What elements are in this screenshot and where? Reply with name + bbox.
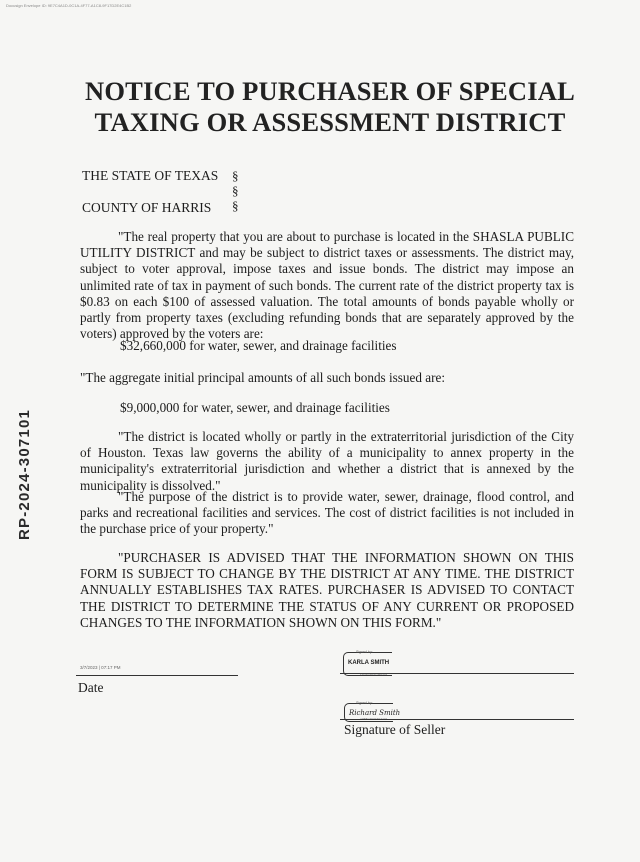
issued-bond-amount: $9,000,000 for water, sewer, and drainage facilities: [120, 400, 390, 415]
section-symbol: §: [232, 183, 239, 198]
authorized-bond-amount: $32,660,000 for water, sewer, and drainage facilities: [120, 338, 397, 353]
recording-number-stamp: RP-2024-307101: [16, 408, 33, 540]
venue-block: [82, 168, 218, 232]
state-label: THE STATE OF TEXAS: [82, 168, 219, 183]
title-line-1: NOTICE TO PURCHASER OF SPECIAL: [85, 76, 575, 106]
paragraph-purchaser-advisory: "PURCHASER IS ADVISED THAT THE INFORMATION SHOWN ON THIS FORM IS SUBJECT TO CHANGE BY THE DISTRICT AT ANY TIME. THE DISTRICT ANNUALLY ESTABLISHES TAX RATES. PURCHASER IS ADVISED TO CONTACT THE DISTRICT TO DETERMINE THE STATUS OF ANY CURRENT OR PROPOSED CHANGES TO THE INFORMATION SHOWN ON THIS FORM.": [80, 550, 574, 630]
paragraph-district-notice: "The real property that you are about to purchase is located in the SHASLA PUBLIC UTILITY DISTRICT and may be subject to district taxes or assessments. The district may, subject to voter approval, impose taxes and issue bonds. The district may impose an unlimited rate of tax in payment of such bonds. The current rate of the district property tax is $0.83 on each $100 of assessed valuation. The total amounts of bonds payable wholly or partly from property taxes (excluding refunding bonds that are separately approved by the voters) approved by the voters are:: [80, 229, 574, 342]
envelope-id-stamp: Docusign Envelope ID: 9E7C4A1D-0C1A-4F77-A1C8-9F17D2E4C1B2: [6, 3, 132, 8]
seller-signature-line-1: [340, 673, 574, 674]
seller-signature-line-2: [340, 719, 574, 720]
seller-signature-label: Signature of Seller: [344, 722, 446, 737]
date-value: 3/7/2023 | 07:17 PM: [80, 665, 121, 670]
section-symbol: §: [232, 198, 239, 213]
notice-title: [60, 76, 600, 138]
signed-by-label: Signed by:: [356, 701, 373, 705]
signed-by-label: Signed by:: [356, 650, 373, 654]
paragraph-aggregate: "The aggregate initial principal amounts of all such bonds issued are:: [80, 370, 446, 385]
section-symbols: [232, 168, 239, 213]
paragraph-purpose: "The purpose of the district is to provide water, sewer, drainage, flood control, and parks and recreational facilities and services. The cost of district facilities is not included in the purchase price of your property.": [80, 489, 574, 537]
paragraph-jurisdiction: "The district is located wholly or partly in the extraterritorial jurisdiction of the City of Houston. Texas law governs the ability of a municipality to annex property in the municipality's extraterritorial jurisdiction and whether a district that is annexed by the municipality is dissolved.": [80, 429, 574, 493]
section-symbol: §: [232, 168, 239, 183]
signature-karla-smith: KARLA SMITH: [348, 660, 390, 666]
title-line-2: TAXING OR ASSESSMENT DISTRICT: [94, 107, 566, 137]
signer-2-id: A9B8C7D6E5F4472: [360, 717, 388, 721]
date-line: [76, 675, 238, 676]
county-label: COUNTY OF HARRIS: [82, 200, 212, 215]
signature-richard-smith: Richard Smith: [349, 709, 401, 717]
date-label: Date: [78, 680, 104, 695]
signer-1-id: F1D2A3B4C5E6461: [360, 672, 388, 676]
